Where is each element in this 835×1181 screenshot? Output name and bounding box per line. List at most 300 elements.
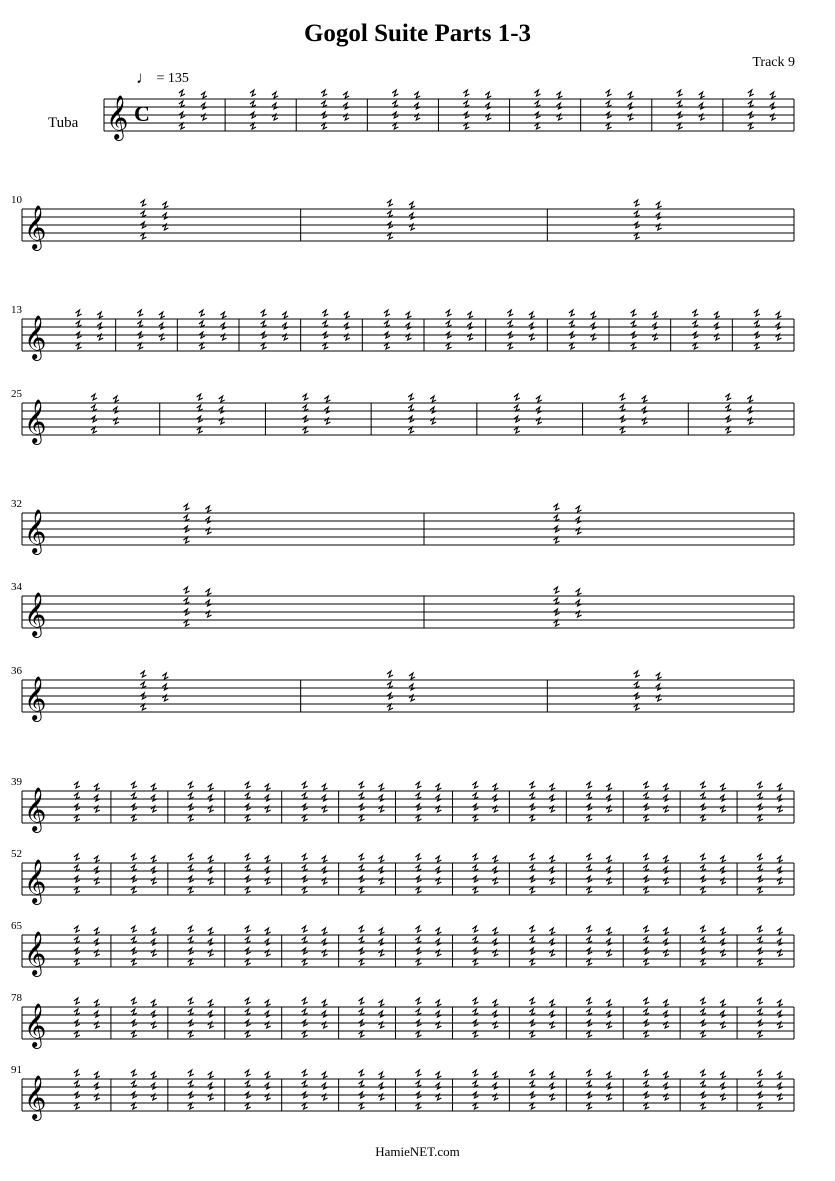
rest-mark [643, 959, 649, 965]
rest-mark [359, 959, 365, 965]
rest-mark [188, 1103, 194, 1109]
rest-mark [188, 1009, 194, 1015]
rest-mark [321, 90, 327, 96]
rest-mark [74, 815, 80, 821]
rest-mark [725, 394, 731, 400]
rest-mark [415, 1070, 421, 1076]
rest-mark [492, 939, 498, 945]
rest-mark [472, 959, 478, 965]
rest-mark [586, 1070, 592, 1076]
rest-mark [536, 407, 542, 413]
rest-mark [586, 782, 592, 788]
instrument-name: Tuba [48, 115, 79, 131]
rest-mark [91, 427, 97, 433]
rest-mark [529, 1103, 535, 1109]
rest-mark [554, 537, 560, 543]
rest-mark [74, 887, 80, 893]
rest-mark [415, 926, 421, 932]
rest-mark [435, 1011, 441, 1017]
rest-mark [131, 1081, 137, 1087]
rest-mark [529, 959, 535, 965]
rest-mark [302, 854, 308, 860]
rest-mark [748, 123, 754, 129]
rest-mark [720, 1011, 726, 1017]
rest-mark [302, 427, 308, 433]
rest-mark [151, 1000, 157, 1006]
rest-mark [265, 795, 271, 801]
rest-mark [446, 343, 452, 349]
rest-mark [219, 396, 225, 402]
rest-mark [322, 321, 328, 327]
rest-mark [378, 784, 384, 790]
rest-mark [620, 394, 626, 400]
rest-mark [97, 323, 103, 329]
rest-mark [359, 1009, 365, 1015]
rest-mark [586, 887, 592, 893]
rest-mark [221, 312, 227, 318]
rest-mark [569, 310, 575, 316]
system-number: 52 [11, 848, 22, 860]
rest-mark [757, 1103, 763, 1109]
rest-mark [777, 867, 783, 873]
rest-mark [700, 854, 706, 860]
rest-mark [344, 312, 350, 318]
rest-mark [529, 1081, 535, 1087]
rest-mark [472, 1070, 478, 1076]
rest-mark [282, 323, 288, 329]
rest-mark [549, 856, 555, 862]
rest-mark [643, 887, 649, 893]
rest-mark [754, 321, 760, 327]
rest-mark [586, 865, 592, 871]
system-number: 10 [11, 194, 22, 206]
rest-mark [387, 682, 393, 688]
rest-mark [472, 998, 478, 1004]
rest-mark [677, 123, 683, 129]
rest-mark [208, 1011, 214, 1017]
rest-mark [415, 815, 421, 821]
rest-mark [757, 854, 763, 860]
time-signature: C [134, 101, 150, 126]
rest-mark [714, 323, 720, 329]
rest-mark [359, 926, 365, 932]
rest-mark [435, 1083, 441, 1089]
rest-mark [140, 211, 146, 217]
rest-mark [179, 101, 185, 107]
rest-mark [322, 1000, 328, 1006]
rest-mark [206, 589, 212, 595]
rest-mark [463, 90, 469, 96]
rest-mark [221, 323, 227, 329]
rest-mark [435, 1072, 441, 1078]
system-number: 13 [11, 304, 22, 316]
rest-mark [549, 1083, 555, 1089]
rest-mark [586, 1081, 592, 1087]
rest-mark [485, 103, 491, 109]
rest-mark [435, 939, 441, 945]
rest-mark [643, 1081, 649, 1087]
rest-mark [415, 782, 421, 788]
rest-mark [384, 310, 390, 316]
rest-mark [250, 90, 256, 96]
rest-mark [265, 939, 271, 945]
rest-mark [151, 856, 157, 862]
rest-mark [245, 865, 251, 871]
rest-mark [184, 620, 190, 626]
rest-mark [359, 998, 365, 1004]
rest-mark [643, 998, 649, 1004]
rest-mark [586, 959, 592, 965]
rest-mark [408, 427, 414, 433]
rest-mark [529, 865, 535, 871]
rest-mark [472, 887, 478, 893]
rest-mark [265, 1011, 271, 1017]
rest-mark [131, 1070, 137, 1076]
rest-mark [188, 1081, 194, 1087]
rest-mark [302, 865, 308, 871]
rest-mark [472, 793, 478, 799]
rest-mark [151, 928, 157, 934]
rest-mark [265, 1000, 271, 1006]
rest-mark [378, 1000, 384, 1006]
rest-mark [188, 782, 194, 788]
rest-mark [677, 90, 683, 96]
rest-mark [261, 310, 267, 316]
rest-mark [188, 1031, 194, 1037]
rest-mark [406, 312, 412, 318]
rest-mark [549, 867, 555, 873]
rest-mark [656, 202, 662, 208]
rest-mark [199, 321, 205, 327]
rest-mark [549, 1000, 555, 1006]
rest-mark [94, 1072, 100, 1078]
rest-mark [757, 782, 763, 788]
rest-mark [777, 928, 783, 934]
rest-mark [408, 405, 414, 411]
rest-mark [777, 939, 783, 945]
rest-mark [188, 998, 194, 1004]
rest-mark [757, 926, 763, 932]
rest-mark [384, 343, 390, 349]
treble-clef-icon: 𝄞 [24, 787, 47, 831]
rest-mark [720, 784, 726, 790]
rest-mark [529, 998, 535, 1004]
rest-mark [576, 600, 582, 606]
rest-mark [569, 343, 575, 349]
rest-mark [700, 1103, 706, 1109]
rest-mark [643, 1031, 649, 1037]
rest-mark [131, 937, 137, 943]
rest-mark [586, 937, 592, 943]
rest-mark [265, 928, 271, 934]
rest-mark [631, 321, 637, 327]
rest-mark [245, 854, 251, 860]
rest-mark [492, 784, 498, 790]
rest-mark [343, 92, 349, 98]
rest-mark [245, 926, 251, 932]
rest-mark [302, 1081, 308, 1087]
rest-mark [606, 928, 612, 934]
score-title: Gogol Suite Parts 1-3 [303, 20, 532, 47]
rest-mark [700, 926, 706, 932]
rest-mark [184, 537, 190, 543]
rest-mark [322, 1083, 328, 1089]
rest-mark [94, 1011, 100, 1017]
rest-mark [415, 959, 421, 965]
rest-mark [140, 682, 146, 688]
rest-mark [606, 867, 612, 873]
rest-mark [586, 1009, 592, 1015]
rest-mark [131, 865, 137, 871]
rest-mark [415, 854, 421, 860]
rest-mark [137, 343, 143, 349]
system-number: 25 [11, 388, 22, 400]
rest-mark [725, 405, 731, 411]
rest-mark [76, 321, 82, 327]
rest-mark [529, 937, 535, 943]
rest-mark [643, 782, 649, 788]
rest-mark [151, 784, 157, 790]
rest-mark [507, 310, 513, 316]
system-number: 34 [11, 581, 22, 593]
rest-mark [534, 101, 540, 107]
rest-mark [94, 784, 100, 790]
rest-mark [91, 405, 97, 411]
rest-mark [656, 684, 662, 690]
system-number: 32 [11, 498, 22, 510]
rest-mark [492, 795, 498, 801]
rest-mark [586, 815, 592, 821]
rest-mark [586, 854, 592, 860]
rest-mark [188, 815, 194, 821]
rest-mark [643, 815, 649, 821]
rest-mark [534, 123, 540, 129]
system-number: 36 [11, 665, 22, 677]
rest-mark [586, 926, 592, 932]
rest-mark [199, 343, 205, 349]
rest-mark [184, 504, 190, 510]
rest-mark [606, 1011, 612, 1017]
rest-mark [94, 856, 100, 862]
rest-mark [643, 865, 649, 871]
rest-mark [747, 407, 753, 413]
rest-mark [643, 926, 649, 932]
rest-mark [770, 92, 776, 98]
rest-mark [322, 939, 328, 945]
rest-mark [700, 865, 706, 871]
rest-mark [159, 323, 165, 329]
rest-mark [131, 959, 137, 965]
rest-mark [770, 103, 776, 109]
rest-mark [359, 793, 365, 799]
rest-mark [677, 101, 683, 107]
rest-mark [94, 928, 100, 934]
treble-clef-icon: 𝄞 [24, 1075, 47, 1119]
rest-mark [472, 815, 478, 821]
quarter-note-icon: ♩ [136, 68, 153, 87]
rest-mark [415, 1031, 421, 1037]
rest-mark [245, 1009, 251, 1015]
treble-clef-icon: 𝄞 [24, 931, 47, 975]
treble-clef-icon: 𝄞 [24, 592, 47, 636]
rest-mark [151, 1011, 157, 1017]
rest-mark [359, 887, 365, 893]
rest-mark [94, 1000, 100, 1006]
rest-mark [700, 998, 706, 1004]
rest-mark [514, 427, 520, 433]
rest-mark [549, 939, 555, 945]
rest-mark [628, 103, 634, 109]
rest-mark [74, 1031, 80, 1037]
rest-mark [359, 1081, 365, 1087]
rest-mark [777, 856, 783, 862]
rest-mark [151, 1072, 157, 1078]
rest-mark [606, 784, 612, 790]
rest-mark [529, 782, 535, 788]
rest-mark [748, 90, 754, 96]
rest-mark [692, 343, 698, 349]
rest-mark [322, 784, 328, 790]
rest-mark [208, 928, 214, 934]
rest-mark [663, 784, 669, 790]
rest-mark [663, 1072, 669, 1078]
rest-mark [387, 704, 393, 710]
rest-mark [700, 793, 706, 799]
rest-mark [554, 587, 560, 593]
rest-mark [359, 782, 365, 788]
rest-mark [606, 123, 612, 129]
rest-mark [663, 856, 669, 862]
rest-mark [777, 1000, 783, 1006]
rest-mark [188, 865, 194, 871]
rest-mark [549, 1072, 555, 1078]
rest-mark [663, 1083, 669, 1089]
rest-mark [245, 998, 251, 1004]
rest-mark [435, 795, 441, 801]
rest-mark [463, 123, 469, 129]
rest-mark [387, 671, 393, 677]
rest-mark [321, 123, 327, 129]
rest-mark [576, 589, 582, 595]
rest-mark [179, 123, 185, 129]
rest-mark [720, 867, 726, 873]
rest-mark [720, 856, 726, 862]
rest-mark [378, 939, 384, 945]
treble-clef-icon: 𝄞 [24, 1003, 47, 1047]
rest-mark [492, 867, 498, 873]
rest-mark [529, 323, 535, 329]
rest-mark [435, 856, 441, 862]
rest-mark [151, 867, 157, 873]
rest-mark [97, 312, 103, 318]
rest-mark [302, 998, 308, 1004]
rest-mark [446, 310, 452, 316]
rest-mark [74, 926, 80, 932]
rest-mark [245, 1103, 251, 1109]
rest-mark [485, 92, 491, 98]
rest-mark [322, 856, 328, 862]
rest-mark [91, 394, 97, 400]
rest-mark [586, 793, 592, 799]
rest-mark [554, 598, 560, 604]
rest-mark [757, 959, 763, 965]
rest-mark [700, 1081, 706, 1087]
rest-mark [359, 815, 365, 821]
rest-mark [606, 856, 612, 862]
rest-mark [184, 598, 190, 604]
rest-mark [663, 1011, 669, 1017]
rest-mark [472, 1103, 478, 1109]
rest-mark [606, 1083, 612, 1089]
rest-mark [556, 92, 562, 98]
rest-mark [250, 101, 256, 107]
rest-mark [162, 673, 168, 679]
rest-mark [692, 321, 698, 327]
rest-mark [322, 928, 328, 934]
rest-mark [776, 312, 782, 318]
rest-mark [631, 343, 637, 349]
rest-mark [387, 211, 393, 217]
rest-mark [700, 1009, 706, 1015]
rest-mark [265, 1072, 271, 1078]
rest-mark [467, 323, 473, 329]
rest-mark [777, 1011, 783, 1017]
rest-mark [757, 998, 763, 1004]
rest-mark [140, 704, 146, 710]
track-label: Track 9 [752, 55, 795, 70]
rest-mark [777, 795, 783, 801]
rest-mark [757, 887, 763, 893]
rest-mark [643, 793, 649, 799]
rest-mark [747, 396, 753, 402]
rest-mark [131, 887, 137, 893]
rest-mark [387, 200, 393, 206]
rest-mark [76, 310, 82, 316]
rest-mark [265, 784, 271, 790]
rest-mark [151, 939, 157, 945]
rest-mark [663, 867, 669, 873]
rest-mark [634, 704, 640, 710]
rest-mark [472, 1081, 478, 1087]
rest-mark [430, 396, 436, 402]
rest-mark [700, 937, 706, 943]
rest-mark [188, 1070, 194, 1076]
rest-mark [606, 90, 612, 96]
rest-mark [392, 123, 398, 129]
rest-mark [720, 928, 726, 934]
rest-mark [656, 213, 662, 219]
rest-mark [321, 101, 327, 107]
rest-mark [700, 1031, 706, 1037]
rest-mark [415, 865, 421, 871]
rest-mark [549, 784, 555, 790]
rest-mark [197, 405, 203, 411]
rest-mark [536, 396, 542, 402]
rest-mark [757, 1081, 763, 1087]
rest-mark [245, 815, 251, 821]
rest-mark [586, 1031, 592, 1037]
rest-mark [208, 784, 214, 790]
treble-clef-icon: 𝄞 [24, 315, 47, 359]
rest-mark [714, 312, 720, 318]
rest-mark [415, 1103, 421, 1109]
rest-mark [344, 323, 350, 329]
rest-mark [140, 671, 146, 677]
rest-mark [302, 959, 308, 965]
rest-mark [472, 937, 478, 943]
rest-mark [472, 1009, 478, 1015]
system-number: 39 [11, 776, 22, 788]
